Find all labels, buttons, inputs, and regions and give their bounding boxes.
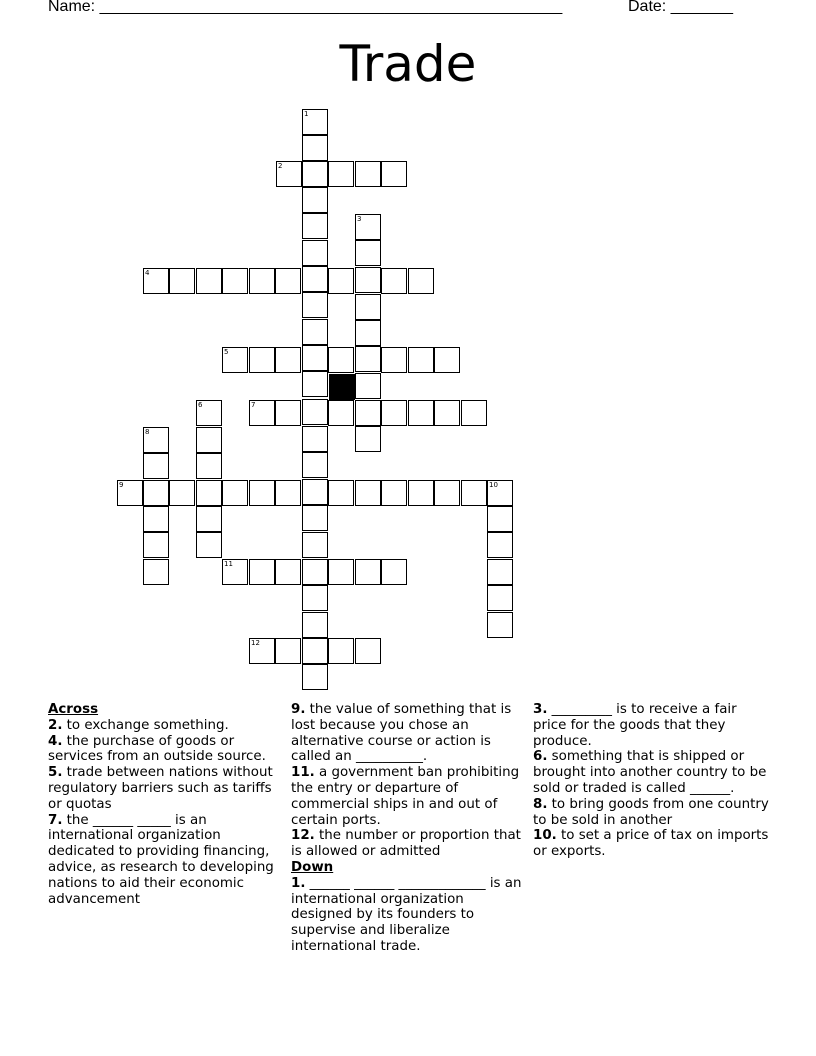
grid-cell[interactable]	[249, 638, 275, 664]
grid-cell[interactable]	[461, 480, 487, 506]
grid-cell[interactable]	[302, 135, 328, 161]
grid-cell[interactable]	[302, 559, 328, 585]
clue-text: the ______ _____ is an international organization dedicated to providing financing, advice, as research to developing nations to aid their economic advancement	[48, 812, 274, 907]
grid-cell[interactable]	[222, 559, 248, 585]
grid-cell[interactable]	[381, 400, 407, 426]
grid-cell[interactable]	[487, 612, 513, 638]
grid-cell[interactable]	[328, 480, 354, 506]
clue-text: the value of something that is lost because you chose an alternative course or action is called an __________.	[291, 702, 512, 765]
grid-cell[interactable]	[328, 559, 354, 585]
grid-cell[interactable]	[355, 267, 381, 293]
grid-cell[interactable]	[328, 347, 354, 373]
clue-number-label: 5	[224, 348, 229, 356]
grid-cell[interactable]	[302, 532, 328, 558]
grid-cell[interactable]	[196, 532, 222, 558]
grid-cell[interactable]	[249, 480, 275, 506]
grid-cell[interactable]	[275, 400, 301, 426]
grid-cell[interactable]	[302, 585, 328, 611]
grid-cell[interactable]	[143, 453, 169, 479]
clue-down-8	[533, 797, 773, 829]
grid-cell[interactable]	[302, 109, 328, 135]
grid-cell[interactable]	[302, 319, 328, 345]
clue-text: to exchange something.	[62, 717, 229, 733]
grid-cell[interactable]	[117, 480, 143, 506]
grid-cell[interactable]	[355, 559, 381, 585]
grid-cell[interactable]	[276, 161, 302, 187]
clue-across-5	[48, 765, 284, 812]
grid-cell[interactable]	[302, 452, 328, 478]
grid-cell[interactable]	[328, 268, 354, 294]
grid-cell[interactable]	[302, 371, 328, 397]
grid-cell[interactable]	[302, 664, 328, 690]
clue-number: 5.	[48, 765, 63, 781]
grid-cell[interactable]	[302, 213, 328, 239]
grid-cell[interactable]	[355, 320, 381, 346]
clue-across-11	[291, 765, 527, 828]
down-heading: Down	[291, 859, 334, 875]
grid-cell[interactable]	[381, 559, 407, 585]
clue-number: 6.	[533, 749, 548, 765]
grid-cell[interactable]	[302, 240, 328, 266]
grid-cell[interactable]	[222, 268, 248, 294]
grid-cell[interactable]	[328, 161, 354, 187]
clue-number-label: 11	[224, 560, 233, 568]
black-cell	[329, 374, 355, 400]
clue-number-label: 12	[251, 639, 260, 647]
clue-across-2	[48, 718, 284, 734]
clue-text: _________ is to receive a fair price for the goods that they produce.	[533, 702, 737, 749]
grid-cell[interactable]	[249, 400, 275, 426]
grid-cell[interactable]	[196, 480, 222, 506]
grid-cell[interactable]	[169, 480, 195, 506]
grid-cell[interactable]	[143, 268, 169, 294]
grid-cell[interactable]	[169, 268, 195, 294]
clues-column-2	[291, 702, 527, 955]
grid-cell[interactable]	[275, 638, 301, 664]
grid-cell[interactable]	[196, 453, 222, 479]
grid-cell[interactable]	[487, 559, 513, 585]
clue-text: ______ ______ _____________ is an international organization designed by its founders to supervise and liberalize international trade.	[291, 875, 522, 954]
clue-text: to set a price of tax on imports or exports.	[533, 828, 769, 860]
date-field-label: Date: _______	[628, 0, 733, 15]
grid-cell[interactable]	[408, 480, 434, 506]
clue-number: 3.	[533, 702, 548, 717]
clue-text: trade between nations without regulatory barriers such as tariffs or quotas	[48, 765, 273, 812]
grid-cell[interactable]	[143, 532, 169, 558]
clue-number: 7.	[48, 812, 63, 828]
grid-cell[interactable]	[302, 426, 328, 452]
across-heading: Across	[48, 702, 99, 717]
clue-number: 8.	[533, 796, 548, 812]
clue-across-12	[291, 828, 527, 860]
grid-cell[interactable]	[275, 480, 301, 506]
clue-text: the purchase of goods or services from an outside source.	[48, 733, 266, 765]
grid-cell[interactable]	[381, 480, 407, 506]
grid-cell[interactable]	[487, 506, 513, 532]
grid-cell[interactable]	[143, 480, 169, 506]
grid-cell[interactable]	[196, 427, 222, 453]
grid-cell[interactable]	[381, 347, 407, 373]
clue-number: 9.	[291, 702, 306, 717]
clue-text: to bring goods from one country to be sold in another	[533, 796, 769, 828]
grid-cell[interactable]	[222, 480, 248, 506]
clues-column-1	[48, 702, 284, 907]
grid-cell[interactable]	[302, 161, 328, 187]
grid-cell[interactable]	[381, 268, 407, 294]
clue-number: 1.	[291, 875, 306, 891]
clue-across-7	[48, 813, 284, 908]
clue-down-3	[533, 702, 773, 749]
grid-cell[interactable]	[302, 479, 328, 505]
clue-down-6	[533, 749, 773, 796]
grid-cell[interactable]	[275, 347, 301, 373]
grid-cell[interactable]	[249, 268, 275, 294]
grid-cell[interactable]	[302, 266, 328, 292]
grid-cell[interactable]	[355, 294, 381, 320]
grid-cell[interactable]	[275, 559, 301, 585]
clue-number-label: 9	[119, 481, 124, 489]
grid-cell[interactable]	[302, 345, 328, 371]
grid-cell[interactable]	[196, 506, 222, 532]
clue-number-label: 2	[278, 162, 283, 170]
grid-cell[interactable]	[302, 399, 328, 425]
grid-cell[interactable]	[355, 638, 381, 664]
grid-cell[interactable]	[434, 400, 460, 426]
grid-cell[interactable]	[328, 638, 354, 664]
grid-cell[interactable]	[302, 187, 328, 213]
grid-cell[interactable]	[381, 161, 407, 187]
grid-cell[interactable]	[487, 480, 513, 506]
grid-cell[interactable]	[302, 292, 328, 318]
grid-cell[interactable]	[143, 427, 169, 453]
grid-cell[interactable]	[408, 400, 434, 426]
clue-number-label: 6	[198, 401, 203, 409]
clue-text: something that is shipped or brought into another country to be sold or traded is called ______.	[533, 749, 767, 796]
grid-cell[interactable]	[434, 347, 460, 373]
grid-cell[interactable]	[249, 347, 275, 373]
grid-cell[interactable]	[355, 214, 381, 240]
grid-cell[interactable]	[355, 346, 381, 372]
clue-down-10	[533, 828, 773, 860]
grid-cell[interactable]	[355, 240, 381, 266]
clue-down-1	[291, 876, 527, 955]
clue-number: 11.	[291, 765, 315, 781]
grid-cell[interactable]	[196, 268, 222, 294]
grid-cell[interactable]	[143, 506, 169, 532]
clue-number: 4.	[48, 733, 63, 749]
grid-cell[interactable]	[196, 400, 222, 426]
grid-cell[interactable]	[355, 400, 381, 426]
clue-number: 2.	[48, 717, 63, 733]
grid-cell[interactable]	[302, 612, 328, 638]
clue-number-label: 1	[304, 110, 309, 118]
grid-cell[interactable]	[434, 480, 460, 506]
grid-cell[interactable]	[355, 373, 381, 399]
grid-cell[interactable]	[249, 559, 275, 585]
clue-across-4	[48, 734, 284, 766]
grid-cell[interactable]	[328, 400, 354, 426]
grid-cell[interactable]	[222, 347, 248, 373]
grid-cell[interactable]	[408, 268, 434, 294]
grid-cell[interactable]	[487, 532, 513, 558]
grid-cell[interactable]	[461, 400, 487, 426]
clue-number-label: 10	[489, 481, 498, 489]
grid-cell[interactable]	[275, 268, 301, 294]
clue-text: a government ban prohibiting the entry or departure of commercial ships in and out of certain ports.	[291, 765, 520, 828]
grid-cell[interactable]	[302, 505, 328, 531]
clue-number-label: 4	[145, 269, 150, 277]
clue-number-label: 7	[251, 401, 256, 409]
clue-number-label: 3	[357, 215, 362, 223]
clue-text: the number or proportion that is allowed or admitted	[291, 828, 521, 860]
grid-cell[interactable]	[355, 426, 381, 452]
grid-cell[interactable]	[302, 638, 328, 664]
grid-cell[interactable]	[408, 347, 434, 373]
name-field-label: Name: ____________________________________________________	[48, 0, 563, 15]
clue-number: 10.	[533, 828, 557, 844]
grid-cell[interactable]	[487, 585, 513, 611]
grid-cell[interactable]	[143, 559, 169, 585]
clue-number: 12.	[291, 828, 315, 844]
clue-across-9	[291, 702, 527, 765]
clues-column-3	[533, 702, 773, 860]
page-title: Trade	[339, 35, 477, 93]
grid-cell[interactable]	[355, 161, 381, 187]
clue-number-label: 8	[145, 428, 150, 436]
grid-cell[interactable]	[355, 480, 381, 506]
